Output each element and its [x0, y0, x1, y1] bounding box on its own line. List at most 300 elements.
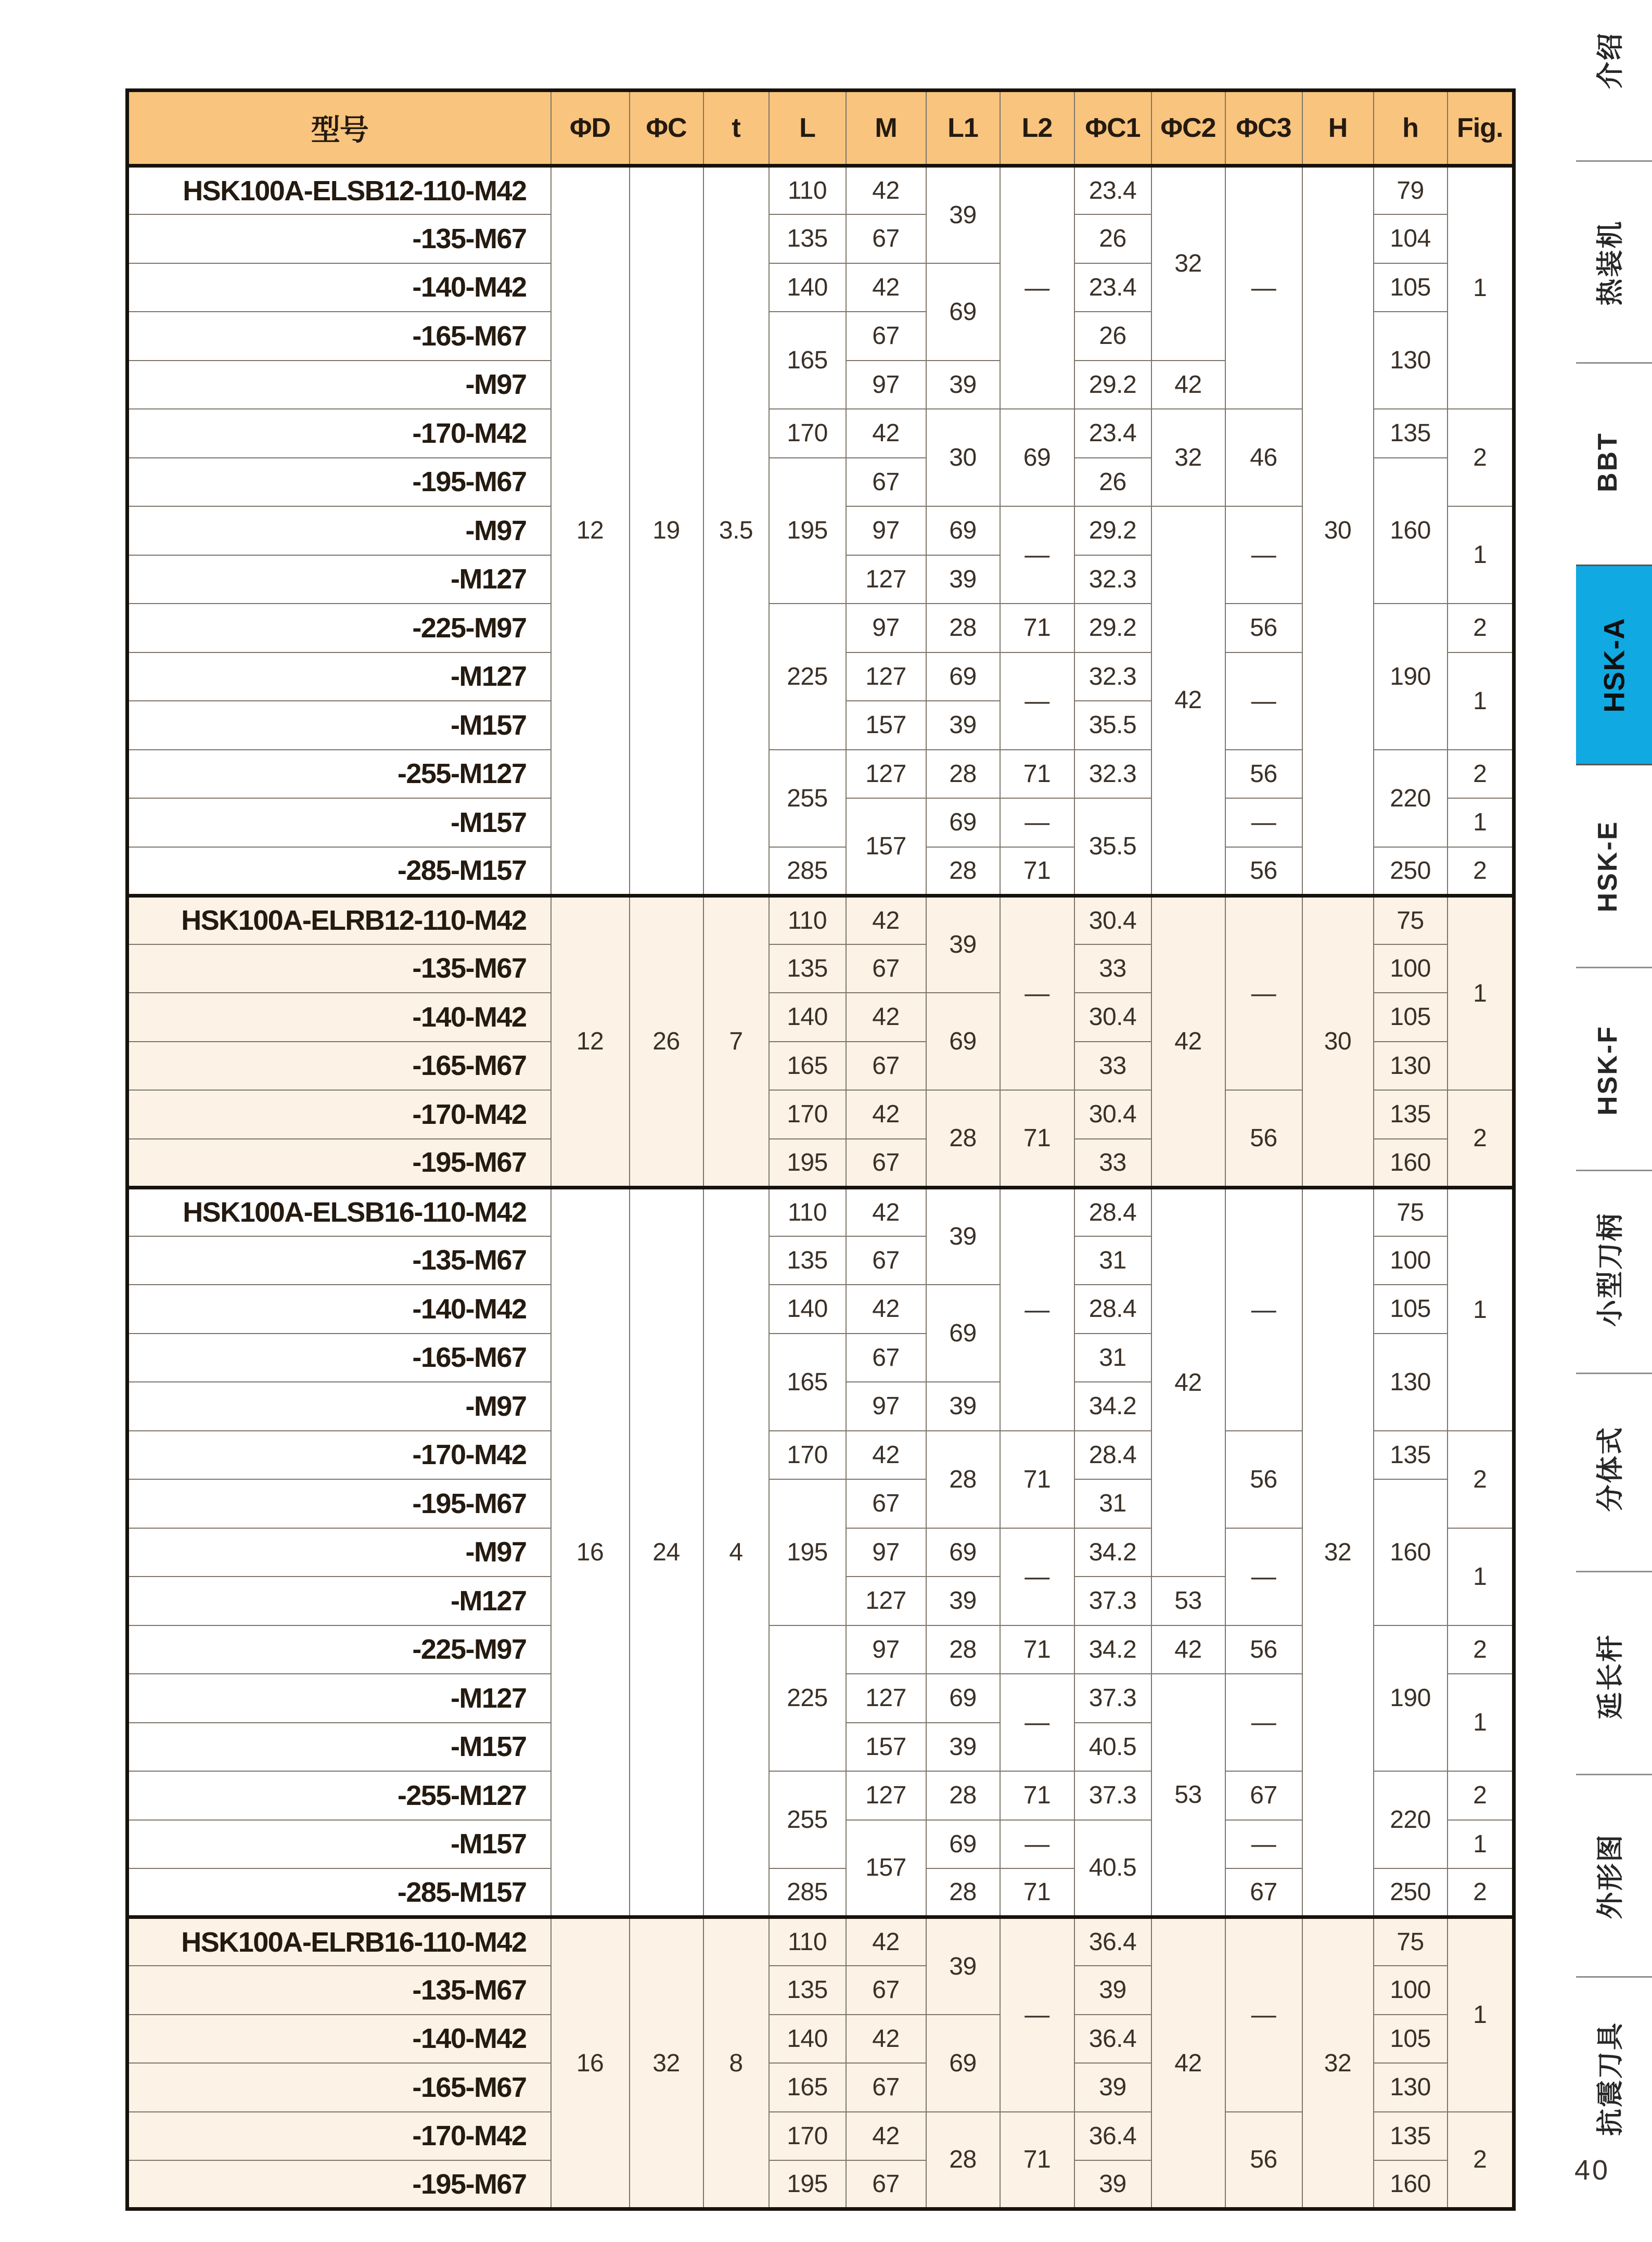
spec-cell: 56 — [1225, 604, 1302, 652]
spec-cell: 67 — [846, 312, 926, 361]
column-header-dC: ΦC — [630, 91, 703, 166]
spec-cell: 170 — [769, 1090, 846, 1139]
model-cell: -M157 — [127, 1723, 551, 1772]
spec-cell: 28.4 — [1074, 1285, 1151, 1334]
spec-cell: 165 — [769, 1042, 846, 1091]
spec-cell: 170 — [769, 1431, 846, 1480]
spec-cell: 26 — [630, 895, 703, 1187]
spec-cell: — — [1225, 1528, 1302, 1625]
spec-cell: 39 — [926, 701, 1000, 750]
spec-cell: 56 — [1225, 1431, 1302, 1528]
spec-cell: — — [1225, 1917, 1302, 2112]
spec-cell: 67 — [1225, 1868, 1302, 1917]
spec-cell: 67 — [1225, 1771, 1302, 1820]
spec-cell: 56 — [1225, 847, 1302, 896]
spec-cell: 100 — [1374, 1236, 1448, 1285]
model-cell: -M97 — [127, 1528, 551, 1577]
spec-cell: 2 — [1448, 1771, 1514, 1820]
column-header-L1: L1 — [926, 91, 1000, 166]
model-cell: -135-M67 — [127, 1236, 551, 1285]
model-cell: -140-M42 — [127, 2015, 551, 2064]
spec-cell: 97 — [846, 1528, 926, 1577]
spec-cell: 31 — [1074, 1334, 1151, 1382]
spec-cell: 26 — [1074, 214, 1151, 263]
spec-cell: 1 — [1448, 1674, 1514, 1771]
spec-cell: 69 — [926, 506, 1000, 555]
spec-cell: 39 — [926, 1577, 1000, 1625]
spec-cell: 97 — [846, 506, 926, 555]
page-number: 40 — [1574, 2155, 1610, 2186]
spec-cell: 195 — [769, 1139, 846, 1188]
spec-cell: 32.3 — [1074, 652, 1151, 701]
spec-cell: 160 — [1374, 458, 1448, 604]
spec-cell: 75 — [1374, 1187, 1448, 1236]
column-header-model: 型号 — [127, 91, 551, 166]
spec-cell: 127 — [846, 1674, 926, 1723]
spec-cell: 160 — [1374, 1139, 1448, 1188]
spec-cell: 33 — [1074, 1139, 1151, 1188]
sidebar-item-hsk-e[interactable]: HSK-E — [1593, 820, 1623, 913]
column-header-dC1: ΦC1 — [1074, 91, 1151, 166]
model-cell: -135-M67 — [127, 1966, 551, 2015]
spec-cell: 67 — [846, 214, 926, 263]
spec-cell: 255 — [769, 1771, 846, 1868]
spec-cell: 42 — [846, 1431, 926, 1480]
sidebar-item-small-holders[interactable]: 小型刀柄 — [1595, 1212, 1626, 1327]
spec-cell: 69 — [926, 1285, 1000, 1382]
spec-cell: 135 — [1374, 409, 1448, 458]
spec-cell: 69 — [926, 652, 1000, 701]
spec-cell: 42 — [846, 993, 926, 1042]
model-cell: -140-M42 — [127, 993, 551, 1042]
spec-cell: 30.4 — [1074, 1090, 1151, 1139]
spec-cell: 39 — [926, 895, 1000, 993]
spec-cell: 67 — [846, 1334, 926, 1382]
spec-cell: 157 — [846, 701, 926, 750]
spec-cell: 195 — [769, 2160, 846, 2209]
spec-cell: 32.3 — [1074, 555, 1151, 604]
spec-cell: 32.3 — [1074, 750, 1151, 799]
sidebar-item-shrink-machine[interactable]: 热装机 — [1595, 220, 1626, 306]
spec-cell: 2 — [1448, 409, 1514, 506]
model-cell: -165-M67 — [127, 312, 551, 361]
spec-cell: 23.4 — [1074, 263, 1151, 312]
spec-cell: 42 — [846, 1090, 926, 1139]
model-cell: -195-M67 — [127, 2160, 551, 2209]
spec-cell: 110 — [769, 1187, 846, 1236]
sidebar-item-anti-vibration-tools[interactable]: 抗震刀具 — [1595, 2021, 1626, 2136]
spec-cell: 1 — [1448, 1820, 1514, 1869]
spec-cell: 160 — [1374, 1479, 1448, 1625]
model-cell: -225-M97 — [127, 604, 551, 652]
spec-cell: 37.3 — [1074, 1771, 1151, 1820]
spec-cell: 255 — [769, 750, 846, 847]
spec-cell: 36.4 — [1074, 1917, 1151, 1966]
spec-cell: — — [1000, 652, 1074, 750]
spec-cell: 67 — [846, 458, 926, 507]
spec-cell: 42 — [846, 895, 926, 944]
spec-cell: 2 — [1448, 1868, 1514, 1917]
column-header-fig: Fig. — [1448, 91, 1514, 166]
sidebar-item-bbt[interactable]: BBT — [1593, 432, 1623, 492]
spec-cell: 39 — [1074, 2160, 1151, 2209]
column-header-h: h — [1374, 91, 1448, 166]
spec-cell: 28 — [926, 604, 1000, 652]
spec-cell: 2 — [1448, 2112, 1514, 2209]
spec-cell: 26 — [1074, 458, 1151, 507]
spec-cell: 32 — [1302, 1187, 1374, 1917]
spec-cell: 37.3 — [1074, 1577, 1151, 1625]
spec-cell: 195 — [769, 1479, 846, 1625]
spec-cell: 100 — [1374, 1966, 1448, 2015]
model-cell: -M97 — [127, 1382, 551, 1431]
spec-cell: 42 — [846, 263, 926, 312]
model-cell: -M157 — [127, 701, 551, 750]
spec-cell: — — [1000, 1187, 1074, 1431]
spec-cell: — — [1225, 895, 1302, 1090]
spec-cell: 127 — [846, 652, 926, 701]
spec-cell: 69 — [926, 1820, 1000, 1869]
sidebar-item-outline-drawings[interactable]: 外形图 — [1595, 1833, 1626, 1919]
spec-cell: 31 — [1074, 1479, 1151, 1528]
spec-cell: — — [1000, 1674, 1074, 1771]
spec-cell: 4 — [703, 1187, 769, 1917]
model-cell: -195-M67 — [127, 1139, 551, 1188]
spec-cell: 46 — [1225, 409, 1302, 506]
spec-cell: 104 — [1374, 214, 1448, 263]
spec-cell: 39 — [926, 1382, 1000, 1431]
spec-cell: 71 — [1000, 2112, 1074, 2209]
spec-cell: 110 — [769, 895, 846, 944]
spec-cell: 56 — [1225, 1625, 1302, 1674]
spec-cell: 16 — [551, 1187, 630, 1917]
spec-cell: 28 — [926, 1771, 1000, 1820]
sidebar-item-intro[interactable]: 介绍 — [1595, 31, 1626, 89]
spec-cell: 130 — [1374, 1042, 1448, 1091]
spec-cell: 2 — [1448, 750, 1514, 799]
spec-cell: 135 — [1374, 1090, 1448, 1139]
spec-cell: 69 — [926, 263, 1000, 361]
spec-cell: 2 — [1448, 604, 1514, 652]
spec-cell: 71 — [1000, 1771, 1074, 1820]
spec-cell: 105 — [1374, 1285, 1448, 1334]
spec-cell: 165 — [769, 312, 846, 409]
spec-cell: 2 — [1448, 1625, 1514, 1674]
spec-cell: 71 — [1000, 847, 1074, 896]
spec-cell: 53 — [1151, 1577, 1225, 1625]
spec-cell: 140 — [769, 2015, 846, 2064]
spec-cell: 1 — [1448, 798, 1514, 847]
spec-cell: 29.2 — [1074, 361, 1151, 409]
model-cell: HSK100A-ELSB12-110-M42 — [127, 166, 551, 215]
spec-cell: 39 — [926, 1187, 1000, 1285]
model-cell: HSK100A-ELRB16-110-M42 — [127, 1917, 551, 1966]
spec-cell: 67 — [846, 2160, 926, 2209]
spec-cell: — — [1225, 1187, 1302, 1431]
spec-table-wrap — [125, 88, 1512, 2211]
spec-cell: 225 — [769, 1625, 846, 1772]
column-header-dD: ΦD — [551, 91, 630, 166]
spec-cell: 42 — [846, 166, 926, 215]
model-cell: -135-M67 — [127, 214, 551, 263]
spec-cell: 130 — [1374, 2063, 1448, 2112]
column-header-H: H — [1302, 91, 1374, 166]
model-cell: -M97 — [127, 361, 551, 409]
spec-cell: 75 — [1374, 895, 1448, 944]
spec-cell: 28 — [926, 750, 1000, 799]
spec-cell: 157 — [846, 798, 926, 895]
model-cell: -195-M67 — [127, 458, 551, 507]
spec-cell: 36.4 — [1074, 2015, 1151, 2064]
sidebar-divider — [1576, 1976, 1652, 1978]
spec-cell: 39 — [926, 1723, 1000, 1772]
spec-cell: 71 — [1000, 1868, 1074, 1917]
model-cell: -170-M42 — [127, 1431, 551, 1480]
spec-cell: 195 — [769, 458, 846, 604]
model-cell: -M157 — [127, 1820, 551, 1869]
spec-cell: 32 — [1151, 409, 1225, 506]
table-row — [127, 166, 1514, 215]
spec-cell: — — [1225, 1820, 1302, 1869]
header-row — [127, 91, 1514, 166]
spec-cell: 33 — [1074, 1042, 1151, 1091]
spec-cell: 67 — [846, 1966, 926, 2015]
spec-cell: 1 — [1448, 166, 1514, 409]
spec-cell: 69 — [1000, 409, 1074, 506]
spec-cell: 23.4 — [1074, 409, 1151, 458]
spec-cell: 42 — [1151, 1187, 1225, 1577]
model-cell: -225-M97 — [127, 1625, 551, 1674]
spec-cell: 1 — [1448, 652, 1514, 750]
table-header — [127, 91, 1514, 166]
spec-cell: 97 — [846, 604, 926, 652]
spec-cell: 35.5 — [1074, 798, 1151, 895]
spec-cell: 105 — [1374, 2015, 1448, 2064]
spec-cell: 26 — [1074, 312, 1151, 361]
spec-cell: 190 — [1374, 1625, 1448, 1772]
spec-cell: 110 — [769, 166, 846, 215]
table-group — [127, 1187, 1514, 1917]
table-row — [127, 895, 1514, 944]
spec-cell: 71 — [1000, 750, 1074, 799]
spec-cell: 97 — [846, 1382, 926, 1431]
sidebar-item-split-type[interactable]: 分体式 — [1595, 1426, 1626, 1512]
spec-cell: 190 — [1374, 604, 1448, 750]
spec-cell: 42 — [1151, 361, 1225, 409]
spec-cell: 30 — [926, 409, 1000, 506]
model-cell: -135-M67 — [127, 944, 551, 993]
sidebar-divider — [1576, 160, 1652, 162]
spec-cell: 140 — [769, 993, 846, 1042]
spec-cell: 42 — [1151, 1625, 1225, 1674]
spec-cell: 37.3 — [1074, 1674, 1151, 1723]
sidebar-divider — [1576, 362, 1652, 364]
column-header-L2: L2 — [1000, 91, 1074, 166]
model-cell: -170-M42 — [127, 409, 551, 458]
spec-cell: 39 — [926, 166, 1000, 263]
column-header-t: t — [703, 91, 769, 166]
spec-cell: 28 — [926, 1431, 1000, 1528]
spec-cell: 135 — [769, 1236, 846, 1285]
table-group — [127, 166, 1514, 896]
spec-cell: 67 — [846, 944, 926, 993]
spec-cell: 220 — [1374, 1771, 1448, 1868]
spec-cell: 39 — [926, 361, 1000, 409]
spec-cell: 28 — [926, 1090, 1000, 1187]
spec-cell: 32 — [630, 1917, 703, 2209]
spec-cell: 56 — [1225, 750, 1302, 799]
spec-cell: 42 — [846, 1285, 926, 1334]
spec-cell: — — [1225, 506, 1302, 604]
spec-cell: 1 — [1448, 506, 1514, 604]
spec-cell: 160 — [1374, 2160, 1448, 2209]
spec-cell: 69 — [926, 1674, 1000, 1723]
spec-cell: 42 — [1151, 895, 1225, 1187]
spec-cell: 140 — [769, 263, 846, 312]
model-cell: -M127 — [127, 1577, 551, 1625]
spec-cell: 28 — [926, 2112, 1000, 2209]
sidebar-item-hsk-f[interactable]: HSK-F — [1593, 1025, 1623, 1116]
spec-cell: — — [1225, 652, 1302, 750]
spec-cell: 2 — [1448, 1431, 1514, 1528]
model-cell: -140-M42 — [127, 1285, 551, 1334]
model-cell: -255-M127 — [127, 750, 551, 799]
spec-cell: 42 — [846, 1187, 926, 1236]
spec-cell: 33 — [1074, 944, 1151, 993]
spec-cell: 250 — [1374, 847, 1448, 896]
model-cell: HSK100A-ELSB16-110-M42 — [127, 1187, 551, 1236]
spec-cell: 31 — [1074, 1236, 1151, 1285]
sidebar-item-extension-rods[interactable]: 延长杆 — [1595, 1633, 1626, 1720]
spec-cell: 67 — [846, 2063, 926, 2112]
spec-cell: 71 — [1000, 1431, 1074, 1528]
spec-cell: — — [1000, 1820, 1074, 1869]
spec-cell: 127 — [846, 1771, 926, 1820]
spec-cell: 42 — [846, 1917, 926, 1966]
spec-cell: 39 — [926, 1917, 1000, 2015]
model-cell: -285-M157 — [127, 847, 551, 896]
spec-cell: 135 — [769, 214, 846, 263]
spec-cell: 1 — [1448, 1187, 1514, 1431]
spec-cell: 79 — [1374, 166, 1448, 215]
spec-cell: 30.4 — [1074, 993, 1151, 1042]
sidebar-divider — [1576, 1170, 1652, 1171]
spec-cell: — — [1000, 1917, 1074, 2112]
spec-cell: 130 — [1374, 312, 1448, 409]
table-row — [127, 1187, 1514, 1236]
spec-cell: — — [1000, 798, 1074, 847]
spec-cell: 127 — [846, 1577, 926, 1625]
spec-cell: 71 — [1000, 1090, 1074, 1187]
spec-cell: 127 — [846, 750, 926, 799]
model-cell: -M127 — [127, 1674, 551, 1723]
spec-cell: — — [1225, 166, 1302, 409]
spec-cell: 157 — [846, 1820, 926, 1917]
spec-cell: 67 — [846, 1236, 926, 1285]
spec-cell: 12 — [551, 166, 630, 896]
spec-cell: 42 — [846, 2112, 926, 2161]
spec-cell: 39 — [1074, 1966, 1151, 2015]
spec-cell: 30.4 — [1074, 895, 1151, 944]
sidebar-item-hsk-a-label: HSK-A — [1597, 617, 1631, 713]
spec-cell: 135 — [769, 944, 846, 993]
model-cell: -165-M67 — [127, 2063, 551, 2112]
spec-cell: 105 — [1374, 993, 1448, 1042]
spec-cell: 157 — [846, 1723, 926, 1772]
table-group — [127, 895, 1514, 1187]
spec-cell: 67 — [846, 1139, 926, 1188]
spec-cell: 69 — [926, 798, 1000, 847]
model-cell: -M127 — [127, 555, 551, 604]
spec-cell: 69 — [926, 2015, 1000, 2112]
spec-cell: 34.2 — [1074, 1382, 1151, 1431]
sidebar-divider — [1576, 1373, 1652, 1374]
spec-cell: 1 — [1448, 1917, 1514, 2112]
spec-cell: 127 — [846, 555, 926, 604]
spec-cell: 42 — [1151, 506, 1225, 895]
spec-cell: 34.2 — [1074, 1528, 1151, 1577]
spec-cell: 170 — [769, 409, 846, 458]
spec-cell: 140 — [769, 1285, 846, 1334]
spec-cell: 42 — [846, 409, 926, 458]
spec-cell: 135 — [1374, 1431, 1448, 1480]
spec-cell: 34.2 — [1074, 1625, 1151, 1674]
model-cell: -285-M157 — [127, 1868, 551, 1917]
model-cell: -170-M42 — [127, 2112, 551, 2161]
spec-cell: 53 — [1151, 1674, 1225, 1917]
sidebar-item-hsk-a-active[interactable] — [1576, 565, 1652, 765]
spec-cell: — — [1000, 506, 1074, 604]
sidebar-divider — [1576, 967, 1652, 968]
spec-cell: 23.4 — [1074, 166, 1151, 215]
column-header-L: L — [769, 91, 846, 166]
spec-cell: 71 — [1000, 1625, 1074, 1674]
spec-cell: 67 — [846, 1042, 926, 1091]
spec-cell: 42 — [846, 2015, 926, 2064]
spec-cell: 285 — [769, 847, 846, 896]
spec-cell: 12 — [551, 895, 630, 1187]
spec-cell: 30 — [1302, 166, 1374, 896]
spec-cell: 42 — [1151, 1917, 1225, 2209]
spec-cell: 1 — [1448, 895, 1514, 1090]
spec-cell: 28 — [926, 847, 1000, 896]
sidebar-divider — [1576, 1571, 1652, 1572]
table-row — [127, 1917, 1514, 1966]
spec-cell: 29.2 — [1074, 506, 1151, 555]
spec-cell: 2 — [1448, 847, 1514, 896]
spec-cell: 36.4 — [1074, 2112, 1151, 2161]
spec-cell: 8 — [703, 1917, 769, 2209]
spec-cell: 56 — [1225, 2112, 1302, 2209]
spec-cell: 1 — [1448, 1528, 1514, 1625]
spec-cell: 3.5 — [703, 166, 769, 896]
spec-cell: 165 — [769, 2063, 846, 2112]
spec-cell: 35.5 — [1074, 701, 1151, 750]
spec-cell: 75 — [1374, 1917, 1448, 1966]
spec-cell: 135 — [769, 1966, 846, 2015]
spec-cell: — — [1000, 166, 1074, 409]
spec-cell: 130 — [1374, 1334, 1448, 1431]
model-cell: -M157 — [127, 798, 551, 847]
spec-cell: 170 — [769, 2112, 846, 2161]
spec-cell: 250 — [1374, 1868, 1448, 1917]
spec-cell: 39 — [926, 555, 1000, 604]
spec-cell: 225 — [769, 604, 846, 750]
model-cell: -165-M67 — [127, 1334, 551, 1382]
spec-cell: 71 — [1000, 604, 1074, 652]
spec-cell: 28 — [926, 1868, 1000, 1917]
spec-cell: 285 — [769, 1868, 846, 1917]
